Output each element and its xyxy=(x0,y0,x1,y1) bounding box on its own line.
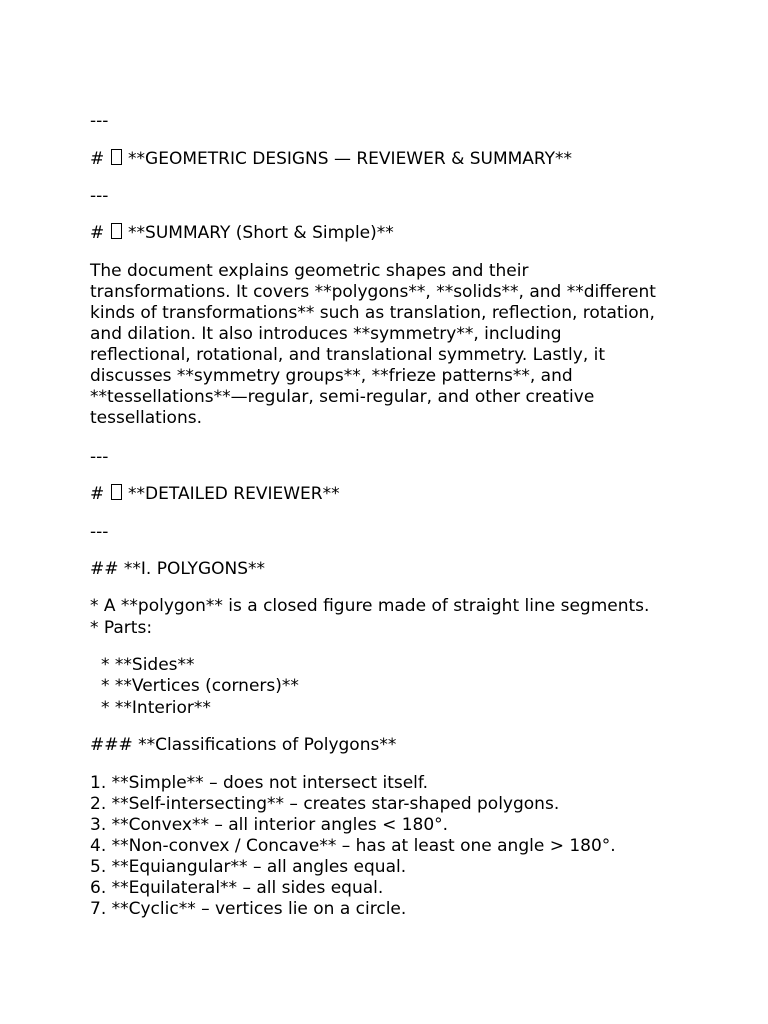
summary-heading-text: **SUMMARY (Short & Simple)** xyxy=(122,223,394,243)
missing-glyph-icon xyxy=(111,149,122,165)
paragraph-line: transformations. It covers **polygons**, **solids**, and **different xyxy=(90,282,656,302)
list-item: 6. **Equilateral** – all sides equal. xyxy=(90,878,384,898)
summary-paragraph xyxy=(90,261,690,429)
classifications-heading: ### **Classifications of Polygons** xyxy=(90,735,397,755)
heading-marker: # xyxy=(90,484,110,504)
paragraph-line: tessellations. xyxy=(90,408,202,428)
horizontal-rule: --- xyxy=(90,447,109,467)
list-item: 3. **Convex** – all interior angles < 180°. xyxy=(90,815,449,835)
list-item: * **Sides** xyxy=(101,655,195,675)
horizontal-rule: --- xyxy=(90,522,109,542)
paragraph-line: and dilation. It also introduces **symmetry**, including xyxy=(90,324,562,344)
document-title-text: **GEOMETRIC DESIGNS — REVIEWER & SUMMARY** xyxy=(122,149,573,169)
missing-glyph-icon xyxy=(111,484,122,500)
list-item: 2. **Self-intersecting** – creates star-shaped polygons. xyxy=(90,794,560,814)
reviewer-heading-text: **DETAILED REVIEWER** xyxy=(122,484,340,504)
horizontal-rule: --- xyxy=(90,186,109,206)
paragraph-line: discusses **symmetry groups**, **frieze patterns**, and xyxy=(90,366,573,386)
paragraph-line: The document explains geometric shapes and their xyxy=(90,261,529,281)
polygon-definition: * A **polygon** is a closed figure made of straight line segments. xyxy=(90,596,650,616)
reviewer-heading xyxy=(90,484,340,505)
parts-label: * Parts: xyxy=(90,618,153,638)
heading-marker: # xyxy=(90,149,110,169)
horizontal-rule: --- xyxy=(90,111,109,131)
paragraph-line: reflectional, rotational, and translational symmetry. Lastly, it xyxy=(90,345,606,365)
paragraph-line: **tessellations**—regular, semi-regular, and other creative xyxy=(90,387,595,407)
list-item: * **Interior** xyxy=(101,698,211,718)
list-item: 1. **Simple** – does not intersect itself. xyxy=(90,773,429,793)
missing-glyph-icon xyxy=(111,223,122,239)
list-item: 7. **Cyclic** – vertices lie on a circle. xyxy=(90,899,407,919)
heading-marker: # xyxy=(90,223,110,243)
summary-heading xyxy=(90,223,394,244)
list-item: 4. **Non-convex / Concave** – has at least one angle > 180°. xyxy=(90,836,616,856)
paragraph-line: kinds of transformations** such as translation, reflection, rotation, xyxy=(90,303,655,323)
list-item: 5. **Equiangular** – all angles equal. xyxy=(90,857,407,877)
list-item: * **Vertices (corners)** xyxy=(101,676,299,696)
section-heading-polygons: ## **I. POLYGONS** xyxy=(90,559,266,579)
document-title xyxy=(90,149,572,170)
